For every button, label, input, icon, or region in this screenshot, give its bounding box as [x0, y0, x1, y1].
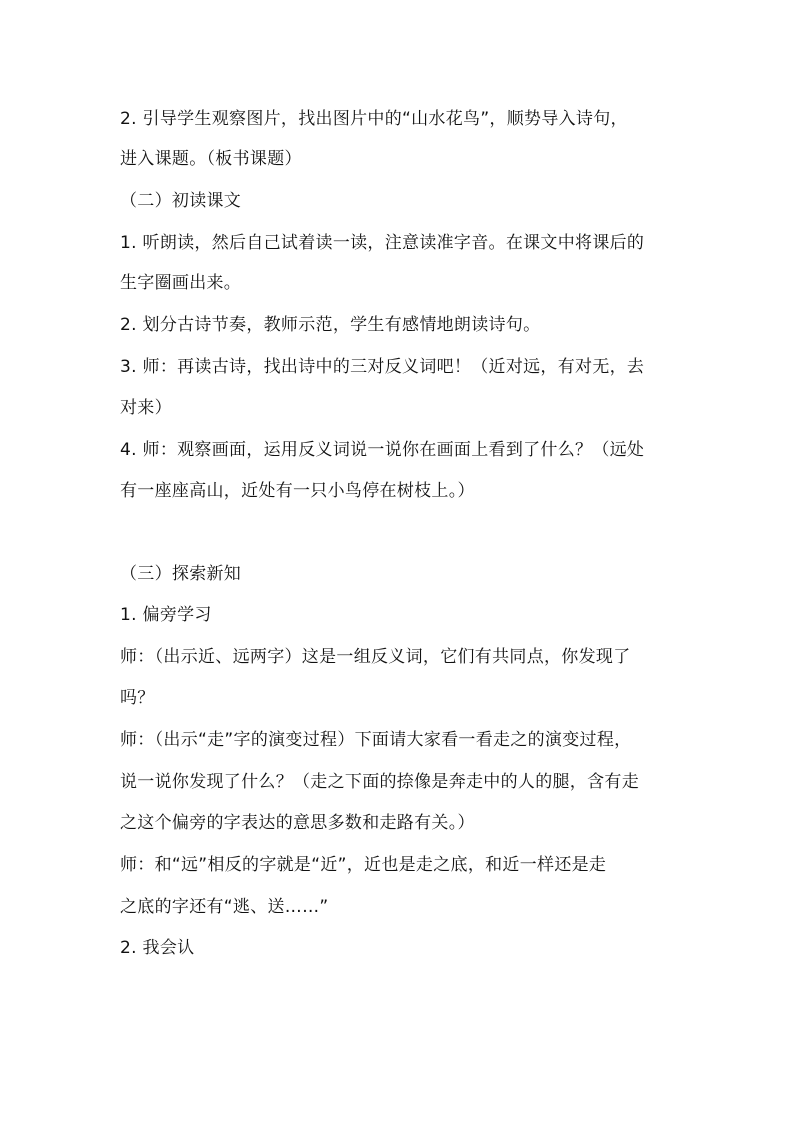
text-line: 有一座座高山，近处有一只小鸟停在树枝上。） [120, 481, 475, 501]
text-line: 3. 师：再读古诗，找出诗中的三对反义词吧！（近对远，有对无，去 [120, 357, 645, 377]
text-line: 2. 引导学生观察图片，找出图片中的“山水花鸟”，顺势导入诗句， [120, 109, 628, 129]
text-line: 师：（出示“走”字的演变过程）下面请大家看一看走之的演变过程， [120, 730, 632, 750]
text-line: 生字圈画出来。 [120, 273, 242, 293]
text-line: 对来） [120, 398, 172, 418]
section-heading: （三）探索新知 [120, 564, 242, 584]
text-line: 之这个偏旁的字表达的意思多数和走路有关。） [120, 813, 475, 833]
subheading: 1. 偏旁学习 [120, 605, 212, 625]
text-line: 吗？ [120, 688, 155, 708]
text-line: 之底的字还有“逃、送……” [120, 897, 329, 917]
text-line: 1. 听朗读，然后自己试着读一读，注意读准字音。在课文中将课后的 [120, 233, 645, 253]
text-line: 4. 师：观察画面，运用反义词说一说你在画面上看到了什么？（远处 [120, 440, 645, 460]
subheading: 2. 我会认 [120, 938, 195, 958]
text-line: 进入课题。（板书课题） [120, 149, 302, 169]
text-line: 师：和“远”相反的字就是“近”，近也是走之底，和近一样还是走 [120, 855, 607, 875]
text-line: 说一说你发现了什么？（走之下面的捺像是奔走中的人的腿，含有走 [120, 772, 639, 792]
section-heading: （二）初读课文 [120, 191, 242, 211]
text-line: 2. 划分古诗节奏，教师示范，学生有感情地朗读诗句。 [120, 315, 541, 335]
text-line: 师：（出示近、远两字）这是一组反义词，它们有共同点，你发现了 [120, 647, 631, 667]
